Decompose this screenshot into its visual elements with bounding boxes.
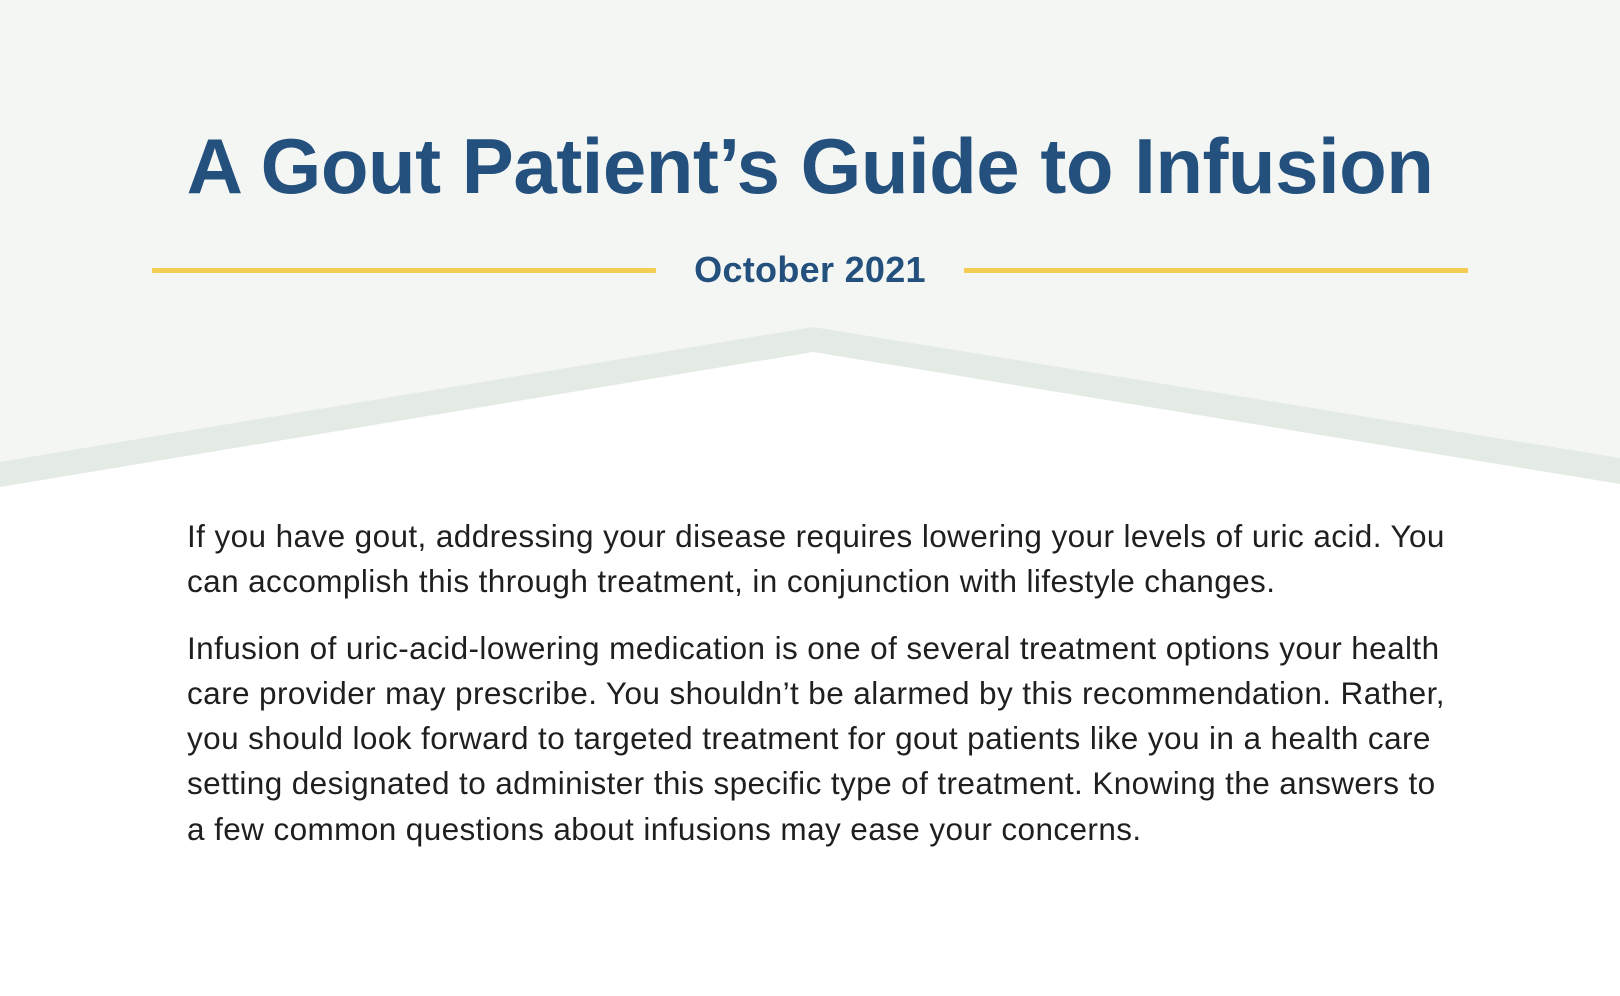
intro-content [187,514,1447,873]
intro-paragraph: Infusion of uric-acid-lowering medication is one of several treatment options your health care provider may prescribe. You shouldn’t be alarmed by this recommendation. Rather, you should look forward to targeted treatment for gout patients like you in a health care setting designated to administer this specific type of treatment. Knowing the answers to a few common questions about infusions may ease your concerns. [187,629,1445,847]
intro-paragraph: If you have gout, addressing your disease requires lowering your levels of uric acid. You can accomplish this through treatment, in conjunction with lifestyle changes. [187,518,1445,600]
date-divider [152,244,1468,296]
divider-rule-left [152,268,656,273]
publication-date: October 2021 [694,249,926,290]
document-title: A Gout Patient’s Guide to Infusion [186,122,1434,210]
divider-rule-right [964,268,1468,273]
